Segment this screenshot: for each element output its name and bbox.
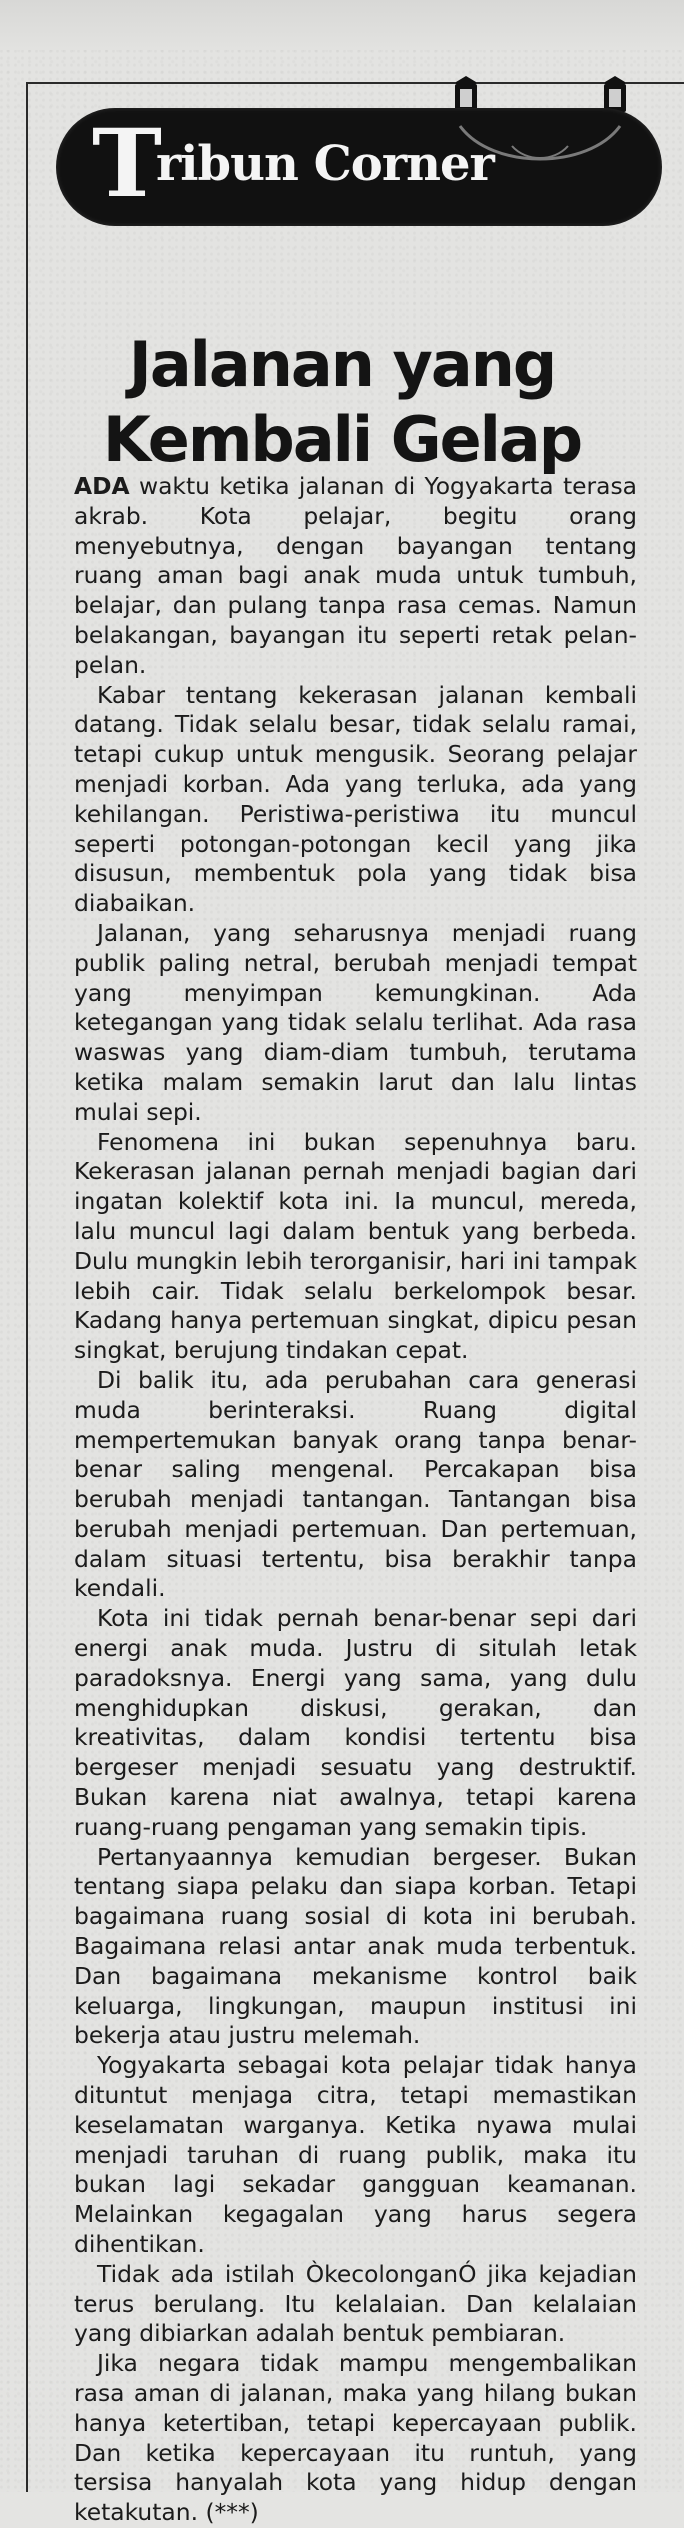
headline-line-1: Jalanan yang <box>128 327 556 401</box>
article-paragraph <box>74 472 637 681</box>
article-paragraph: Yogyakarta sebagai kota pelajar tidak hanya dituntut menjaga citra, tetapi memastikan keselamatan warganya. Ketika nyawa mulai menjadi taruhan di ruang publik, maka itu bukan lagi sekadar gangguan keamanan. Melainkan kegagalan yang harus segera dihentikan. <box>74 2051 637 2259</box>
article-paragraph: Fenomena ini bukan sepenuhnya baru. Kekerasan jalanan pernah menjadi bagian dari ingatan kolektif kota ini. Ia muncul, mereda, lalu muncul lagi dalam bentuk yang berbeda. Dulu mungkin lebih terorganisir, hari ini tampak lebih cair. Tidak selalu berkelompok besar. Kadang hanya pertemuan singkat, dipicu pesan singkat, berujung tindakan cepat. <box>74 1127 637 1365</box>
article-paragraph: Kota ini tidak pernah benar-benar sepi dari energi anak muda. Justru di situlah letak paradoksnya. Energi yang sama, yang dulu menghidupkan diskusi, gerakan, dan kreativitas, dalam kondisi tertentu bisa bergeser menjadi sesuatu yang destruktif. Bukan karena niat awalnya, tetapi karena ruang-ruang pengaman yang semakin tipis. <box>74 1604 637 1841</box>
column-left-rule <box>26 82 28 2492</box>
article-headline <box>40 327 644 477</box>
article-paragraph: Jalanan, yang seharusnya menjadi ruang publik paling netral, berubah menjadi tempat yang menyimpan kemungkinan. Ada ketegangan yang tidak selalu terlihat. Ada rasa waswas yang diam-diam tumbuh, terutama ketika malam semakin larut dan lalu lintas mulai sepi. <box>74 918 637 1126</box>
tribun-logo-letter: T <box>92 109 162 219</box>
article-lead-word: ADA <box>74 472 130 500</box>
article-body <box>74 472 637 2528</box>
article-paragraph: Pertanyaannya kemudian bergeser. Bukan tentang siapa pelaku dan siapa korban. Tetapi bagaimana ruang sosial di kota ini berubah. Bagaimana relasi antar anak muda terbentuk. Dan bagaimana mekanisme kontrol baik keluarga, lingkungan, maupun institusi ini bekerja atau justru melemah. <box>74 1842 637 2050</box>
article-paragraph: Jika negara tidak mampu mengembalikan rasa aman di jalanan, maka yang hilang bukan hanya ketertiban, tetapi kepercayaan publik. Dan ketika kepercayaan itu runtuh, yang tersisa hanyalah kota yang hidup dengan ketakutan. (***) <box>74 2349 637 2527</box>
adjacent-page-bleed <box>0 0 684 50</box>
article-paragraph: Tidak ada istilah ÒkecolonganÓ jika kejadian terus berulang. Itu kelalaian. Dan kelalaian yang dibiarkan adalah bentuk pembiaran. <box>74 2259 637 2348</box>
article-paragraph: Kabar tentang kekerasan jalanan kembali datang. Tidak selalu besar, tidak selalu ramai, tetapi cukup untuk mengusik. Seorang pelajar menjadi korban. Ada yang terluka, ada yang kehilangan. Peristiwa-peristiwa itu muncul seperti potongan-potongan kecil yang jika disusun, membentuk pola yang tidak bisa diabaikan. <box>74 680 637 918</box>
column-top-rule <box>26 82 684 84</box>
headline-line-2: Kembali Gelap <box>102 402 582 476</box>
banner-title: ribun Corner <box>156 136 494 192</box>
lamp-bracket-ornament-icon <box>452 122 628 178</box>
article-paragraph: Di balik itu, ada perubahan cara generasi muda berinteraksi. Ruang digital mempertemukan banyak orang tanpa benar-benar saling mengenal. Percakapan bisa berubah menjadi tantangan. Tantangan bisa berubah menjadi pertemuan. Dan pertemuan, dalam situasi tertentu, bisa berakhir tanpa kendali. <box>74 1365 637 1603</box>
article-paragraph-text: waktu ketika jalanan di Yogyakarta terasa akrab. Kota pelajar, begitu orang menyebutnya, dengan bayangan tentang ruang aman bagi anak muda untuk tumbuh, belajar, dan pulang tanpa rasa cemas. Namun belakangan, bayangan itu seperti retak pelan-pelan. <box>74 472 637 679</box>
